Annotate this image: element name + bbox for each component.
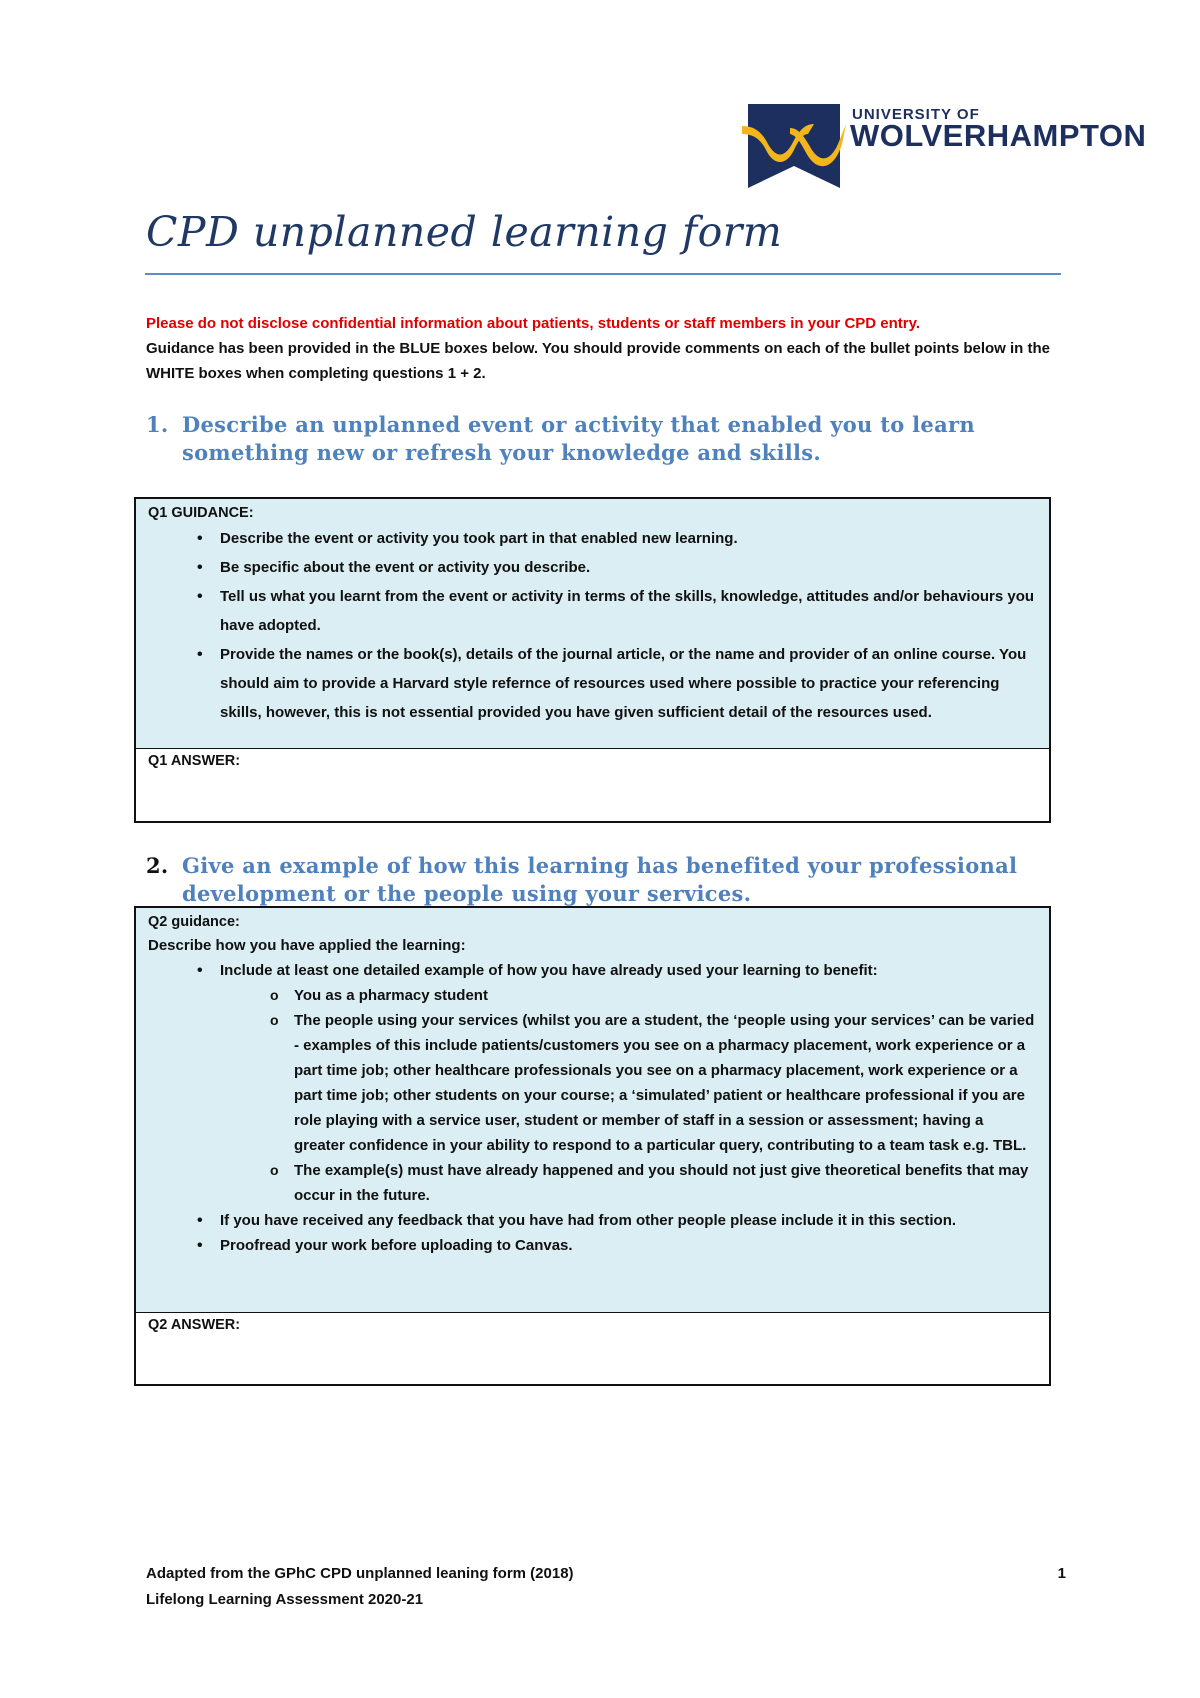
footer-source: Adapted from the GPhC CPD unplanned leaning form (2018): [146, 1565, 574, 1582]
confidentiality-warning: Please do not disclose confidential information about patients, students or staff members in your CPD entry.: [146, 315, 921, 332]
list-item: • If you have received any feedback that you have had from other people please include it in this section.: [148, 1208, 1037, 1233]
q2-guidance-title: Q2 guidance:: [148, 914, 240, 930]
page-number: 1: [1057, 1565, 1066, 1582]
q2-heading: [146, 852, 1026, 908]
guidance-instructions: Guidance has been provided in the BLUE boxes below. You should provide comments on each of the bullet points below in the WHITE boxes when completing questions 1 + 2.: [146, 340, 1050, 382]
logo-wolverhampton: WOLVERHAMPTON: [850, 118, 1147, 153]
q2-sub-list: [148, 983, 1037, 1208]
q2-heading-text: Give an example of how this learning has benefited your professional development or the people using your services.: [182, 853, 1018, 906]
q1-heading: [146, 411, 1026, 467]
list-item: • Tell us what you learnt from the event or activity in terms of the skills, knowledge, attitudes and/or behaviours you have adopted.: [148, 582, 1037, 640]
q1-number: 1.: [146, 412, 169, 437]
page-footer: [146, 1561, 1066, 1613]
list-item: [148, 958, 1037, 983]
q2-answer-label: Q2 ANSWER:: [148, 1317, 241, 1333]
q1-heading-text: Describe an unplanned event or activity that enabled you to learn something new or refresh your knowledge and skills.: [182, 412, 975, 465]
q2-describe: Describe how you have applied the learning:: [148, 937, 466, 954]
q1-guidance-list: [148, 524, 1037, 727]
q1-guidance-title: Q1 GUIDANCE:: [148, 505, 254, 521]
logo-university-of: UNIVERSITY OF: [852, 106, 980, 123]
university-logo: [742, 104, 1147, 188]
title-divider: [145, 273, 1061, 275]
q2-box: [134, 906, 1051, 1386]
sub-list-item: o The example(s) must have already happened and you should not just give theoretical benefits that may occur in the future.: [148, 1158, 1037, 1208]
q2-guidance-list-continued: [148, 1208, 1037, 1258]
list-item: • Be specific about the event or activity you describe.: [148, 553, 1037, 582]
q2-number: 2.: [146, 853, 169, 878]
q1-answer-label: Q1 ANSWER:: [148, 753, 241, 769]
footer-course: Lifelong Learning Assessment 2020-21: [146, 1591, 424, 1608]
list-item: • Describe the event or activity you took part in that enabled new learning.: [148, 524, 1037, 553]
q2-guidance-box: [136, 908, 1049, 1313]
q1-answer-field[interactable]: [136, 749, 1049, 821]
sub-list-item: o The people using your services (whilst you are a student, the ‘people using your services’ can be varied - examples of this include patients/customers you see on a pharmacy placement, work experience or a part time job; other healthcare professionals you see on a pharmacy placement, work experience or a part time job; other students on your course; a ‘simulated’ patient or healthcare professional if you are role playing with a service user, student or member of staff in a session or assessment; having a greater confidence in your ability to respond to a particular query, contributing to a team task e.g. TBL.: [148, 1008, 1037, 1158]
list-item: • Provide the names or the book(s), details of the journal article, or the name and provider of an online course. You should aim to provide a Harvard style refernce of resources used where possible to practice your referencing skills, however, this is not essential provided you have given sufficient detail of the resources used.: [148, 640, 1037, 727]
list-item: • Proofread your work before uploading to Canvas.: [148, 1233, 1037, 1258]
sub-list-item: o You as a pharmacy student: [148, 983, 1037, 1008]
list-item-text: Include at least one detailed example of how you have already used your learning to benefit:: [220, 962, 878, 979]
university-crest-icon: [742, 104, 846, 188]
intro-text: [146, 311, 1066, 386]
q1-box: [134, 497, 1051, 823]
page-title: CPD unplanned learning form: [146, 208, 783, 256]
q2-answer-field[interactable]: [136, 1313, 1049, 1384]
q1-guidance-box: [136, 499, 1049, 749]
q2-guidance-list: [148, 958, 1037, 983]
